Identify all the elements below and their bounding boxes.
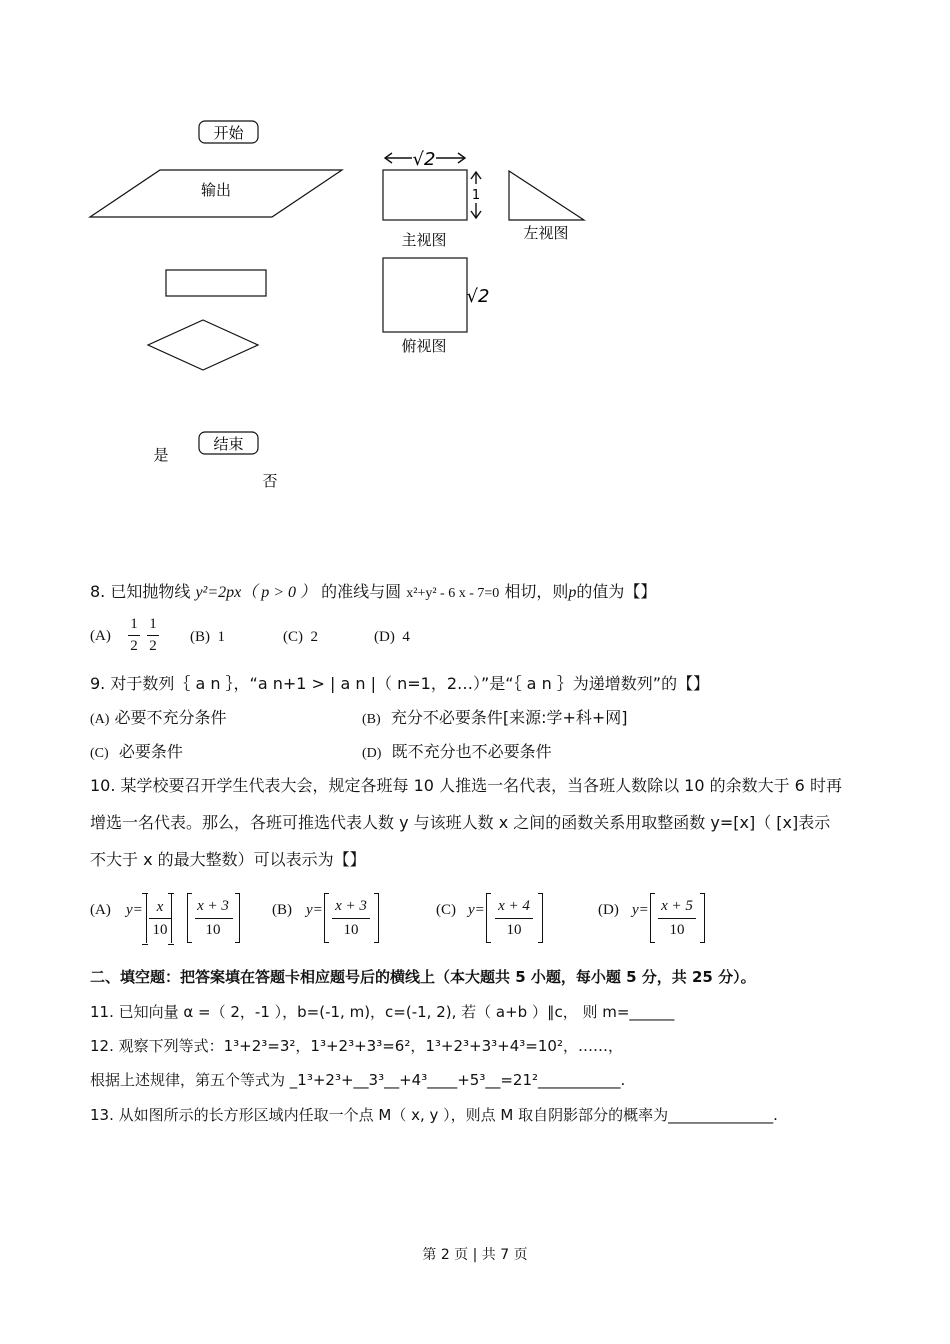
q10-line3: 不大于 x 的最大整数）可以表示为【】	[90, 850, 366, 869]
q8-middle: 的准线与圆	[321, 582, 402, 601]
flow-decision-diamond	[148, 320, 258, 370]
q13-text: 13. 从如图所示的长方形区域内任取一个点 M（ x, y ），则点 M 取自阴影部分的概率为______________.	[90, 1106, 778, 1124]
q8-circle: x²+y² - 6 x - 7=0	[406, 586, 500, 601]
side-view-label: 左视图	[523, 224, 569, 242]
q8-curve: y²=2px（ p > 0 ）	[195, 584, 317, 601]
top-depth-label: √2	[466, 286, 490, 307]
q12-line2: 根据上述规律，第五个等式为 _1³+2³+__3³__+4³____+5³__=21²___________.	[90, 1071, 626, 1089]
q12-line1: 12. 观察下列等式：1³+2³=3²，1³+2³+3³=6²，1³+2³+3³+4³=10²，……，	[90, 1037, 623, 1055]
q9-option-d: (D) 既不充分也不必要条件	[362, 742, 552, 761]
flow-process-box	[166, 270, 266, 296]
q10-line1: 10. 某学校要召开学生代表大会，规定各班每 10 人推选一名代表，当各班人数除以 10 的余数大于 6 时再	[90, 776, 842, 795]
q8-suffix: 相切，则	[504, 582, 569, 601]
flow-yes-label: 是	[153, 446, 169, 464]
q9-stem: 9. 对于数列｛ a n ｝，“a n+1 > | a n |（ n=1，2…）”是“｛ a n ｝为递增数列”的【】	[90, 674, 710, 693]
q9-option-c: (C) 必要条件	[90, 742, 183, 761]
q10-option-b: (B) y= x + 3 10	[272, 893, 392, 945]
q11-text: 11. 已知向量 α =（ 2，-1 ），b=(-1, m)，c=(-1, 2), 若（ a+b ）∥c， 则 m=______	[90, 1003, 675, 1021]
front-height-label: 1	[471, 188, 481, 203]
top-view-rect	[383, 258, 467, 332]
flow-output-label: 输出	[200, 181, 232, 199]
front-view-label: 主视图	[401, 231, 447, 249]
flow-no-label: 否	[262, 472, 278, 490]
q8-var: p	[568, 584, 577, 601]
q8-prefix: 8. 已知抛物线	[90, 582, 191, 601]
q8-option-c: (C) 2	[283, 629, 318, 645]
figure-area	[0, 0, 950, 520]
q8-stem	[90, 582, 656, 604]
front-view-rect	[383, 170, 467, 220]
q8-end: 的值为【】	[576, 582, 657, 601]
q8-option-b: (B) 1	[190, 629, 225, 645]
q9-option-b: (B) 充分不必要条件[来源:学+科+网]	[362, 708, 628, 727]
q9-option-a: (A) 必要不充分条件	[90, 708, 227, 727]
q8-option-a-label: (A)	[90, 628, 111, 644]
flow-start-label: 开始	[213, 124, 244, 142]
side-view-triangle	[509, 171, 584, 220]
front-width-label: √2	[412, 149, 436, 170]
q10-option-d: (D) y= x + 5 10	[598, 893, 718, 945]
q8-option-a	[90, 616, 190, 662]
page-footer: 第 2 页 | 共 7 页	[422, 1247, 528, 1263]
q8-option-d: (D) 4	[374, 629, 410, 645]
top-view-label: 俯视图	[401, 337, 447, 355]
q10-option-c: (C) y= x + 4 10	[436, 893, 556, 945]
q10-line2: 增选一名代表。那么，各班可推选代表人数 y 与该班人数 x 之间的函数关系用取整函数 y=[x]（ [x]表示	[90, 813, 831, 832]
q8-option-a-frac2: 1 2	[147, 616, 159, 655]
flow-end-label: 结束	[213, 435, 244, 453]
section2-title: 二、填空题：把答案填在答题卡相应题号后的横线上（本大题共 5 小题，每小题 5 分，共 25 分）。	[90, 968, 756, 986]
q8-option-a-frac1: 1 2	[128, 616, 140, 655]
q10-option-a-extra: x + 3 10	[183, 893, 243, 945]
